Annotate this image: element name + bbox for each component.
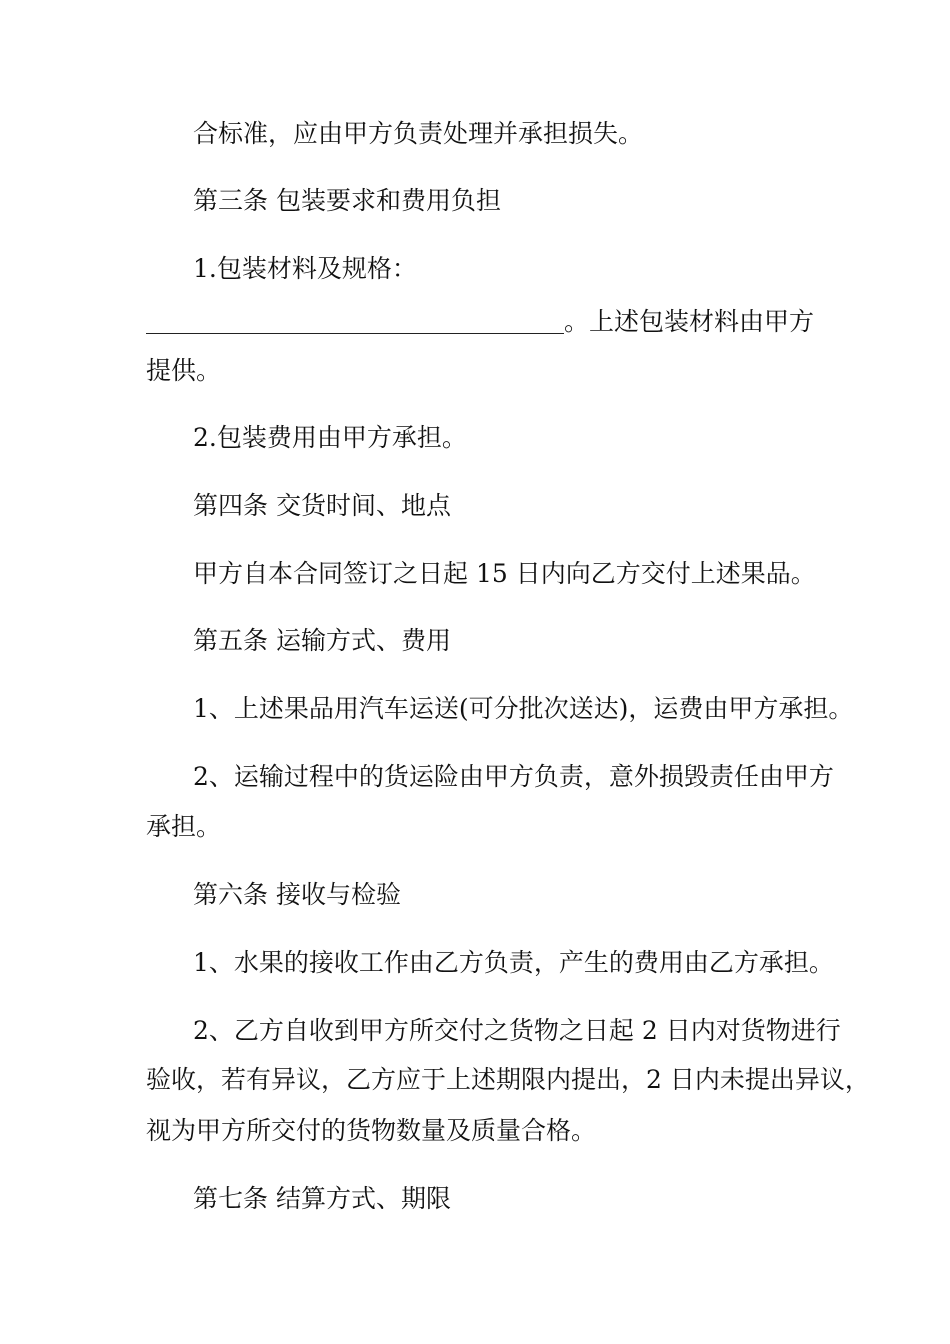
paragraph-transport-method: 1、上述果品用汽车运送(可分批次送达)，运费由甲方承担。 (193, 694, 854, 723)
article-6-heading: 第六条 接收与检验 (193, 880, 401, 909)
paragraph-transport-insurance-line1: 2、运输过程中的货运险由甲方负责，意外损毁责任由甲方 (193, 762, 834, 791)
article-5-heading: 第五条 运输方式、费用 (193, 626, 451, 655)
paragraph-packaging-materials: 1.包装材料及规格： (193, 254, 417, 283)
paragraph-receiving: 1、水果的接收工作由乙方负责，产生的费用由乙方承担。 (193, 948, 834, 977)
fill-in-blank-underline (146, 306, 564, 334)
paragraph-packaging-provider-line1 (146, 306, 816, 338)
paragraph-inspection-line3: 视为甲方所交付的货物数量及质量合格。 (146, 1116, 597, 1145)
paragraph-packaging-cost: 2.包装费用由甲方承担。 (193, 423, 467, 452)
paragraph-packaging-provider-line2: 提供。 (146, 356, 222, 385)
article-7-heading: 第七条 结算方式、期限 (193, 1184, 451, 1213)
paragraph-delivery-time: 甲方自本合同签订之日起 15 日内向乙方交付上述果品。 (193, 559, 816, 588)
paragraph-transport-insurance-line2: 承担。 (146, 812, 222, 841)
packaging-provider-text: 。上述包装材料由甲方 (564, 307, 815, 336)
article-3-heading: 第三条 包装要求和费用负担 (193, 186, 501, 215)
article-4-heading: 第四条 交货时间、地点 (193, 491, 451, 520)
paragraph-inspection-line2: 验收，若有异议，乙方应于上述期限内提出，2 日内未提出异议， (146, 1065, 870, 1094)
paragraph-quality-responsibility: 合标准，应由甲方负责处理并承担损失。 (193, 119, 644, 148)
paragraph-inspection-line1: 2、乙方自收到甲方所交付之货物之日起 2 日内对货物进行 (193, 1016, 841, 1045)
